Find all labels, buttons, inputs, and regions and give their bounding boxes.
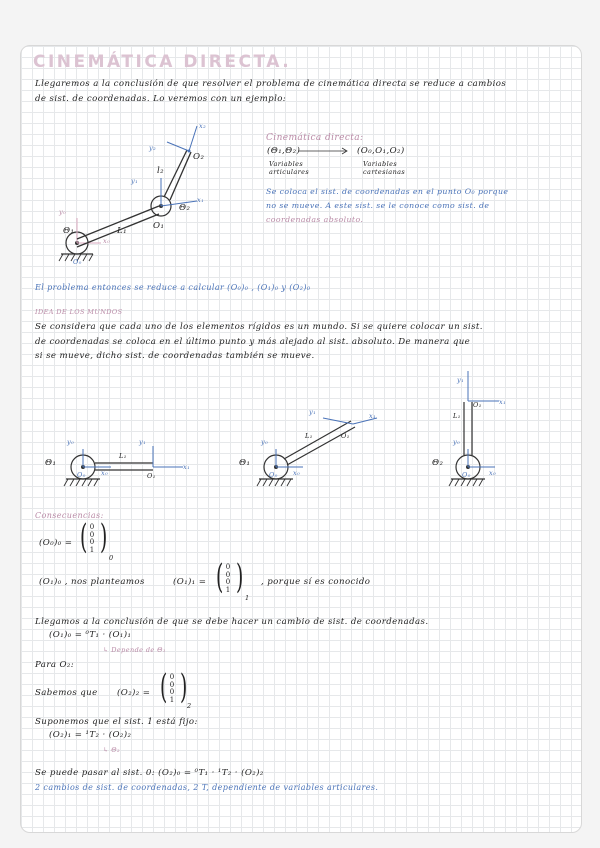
- w2-x0: x₀: [293, 469, 301, 477]
- y0-label: y₀: [59, 208, 67, 216]
- w3-x1: x₁: [499, 398, 507, 406]
- w3-l1: L₁: [453, 412, 461, 420]
- conclusion-eq: (O₁)₀ = ⁰T₁ · (O₁)₁: [49, 630, 132, 640]
- w2-l1: L₁: [305, 432, 313, 440]
- note-sheet: CINEMÁTICA DIRECTA. Llegaremos a la conclusión de que resolver el problema de cinemática directa se reduce a cambios de sist. de coordenadas. Lo veremos con un ejemplo: Θ₁ y₀ x₀ O₀ L₁ O₁ Θ₂ x₁ y₁ l₂ O₂ y₂ x₂ Cinemática directa: (Θ₁,Θ₂) (O₀,O₁,O₂) Variables articulares Variables cartesianas Se coloca el sist. de coordenadas en el punto O₀ porque no se mueve. A este sist. se le conoce como sist. de coordenadas absoluto. El problema entonces se reduce a calcular (O₀)₀ , (O₁)₀ y (O₂)₀ IDEA DE LOS MUNDOS Se considera que cada uno de los elementos rígidos es un mundo. Si se quiere colocar un sist. de coordenadas se coloca en el último punto y más alejado al sist. absoluto. De manera que si se mueve, dicho sist. de coordenadas también se mueve. Θ₁ y₀ O₀ x₀ L₁ y₁ x₁ O₁ Θ₁ y₀ O₀ x₀ L₁ y₁ x₁ O₁ Θ₂ y₀ O₀ x₀ L₁ y₁ x₁ O₁ Consecuencias: (O₀)₀ = ( 0 0 0 1 ) 0 (O₁)₀ , nos planteamos (O₁)₁ = ( 0 0 0 1 ) 1 , porque sí es conocido Llegamos a la conclusión de que se debe hacer un cambio de sist. de coordenadas. (O₁)₀ = ⁰T₁ · (O₁)₁ ↳ Depende de Θ₁ Para O₂: Sabemos que (O₂)₂ = ( 0 0 0 1 ) 2 Suponemos que el sist. 1 está fijo: (O₂)₁ = ¹T₂ · (O₂)₂ ↳ Θ₂ Se puede pasar al sist. 0: (O₂)₀ = ⁰T₁ · ¹T₂ · (O₂)₂ 2 cambios de sist. de coordenadas, 2 T, dependiente de variables articulares.: [20, 45, 582, 833]
- w3-x0: x₀: [489, 469, 497, 477]
- l2-label: l₂: [157, 166, 164, 176]
- theta1-label: Θ₁: [63, 226, 75, 236]
- page-title: CINEMÁTICA DIRECTA.: [33, 52, 292, 72]
- cartesian-vars: (O₀,O₁,O₂): [357, 146, 405, 156]
- cart-vars-sub2: cartesianas: [363, 168, 406, 176]
- vec-o2-sub: 2: [187, 702, 192, 710]
- w2-theta: Θ₁: [239, 458, 251, 468]
- x2-label: x₂: [199, 122, 207, 130]
- y2-label: y₂: [149, 144, 157, 152]
- conclusion-line: Llegamos a la conclusión de que se debe hacer un cambio de sist. de coordenadas.: [35, 617, 429, 627]
- summary-line: 2 cambios de sist. de coordenadas, 2 T, dependiente de variables articulares.: [35, 783, 379, 792]
- intro-line-1: Llegaremos a la conclusión de que resolver el problema de cinemática directa se reduce a cambios: [35, 79, 507, 89]
- w1-o1: O₁: [147, 472, 156, 480]
- para-o2: Para O₂:: [35, 660, 75, 670]
- w1-theta: Θ₁: [45, 458, 57, 468]
- w1-y1: y₁: [139, 438, 147, 446]
- o2-label: O₂: [193, 152, 205, 162]
- x0-label: x₀: [103, 237, 111, 245]
- eq2-mid: (O₁)₁ =: [173, 577, 207, 587]
- cart-vars-sub1: Variables: [363, 160, 398, 168]
- vec-o2: 0 0 0 1: [169, 673, 175, 704]
- final-line: Se puede pasar al sist. 0: (O₂)₀ = ⁰T₁ · ¹T₂ · (O₂)₂: [35, 768, 264, 778]
- box-note-2: no se mueve. A este sist. se le conoce como sist. de: [266, 201, 490, 210]
- o1-label: O₁: [153, 221, 165, 231]
- vec-o1: 0 0 0 1: [225, 563, 231, 594]
- w1-o0: O₀: [77, 471, 86, 479]
- w1-l1: L₁: [119, 452, 127, 460]
- w2-o1: O₁: [341, 432, 350, 440]
- depends-note: ↳ Depende de Θ₁: [103, 646, 166, 654]
- w1-y0: y₀: [67, 438, 75, 446]
- w1-x1: x₁: [183, 463, 191, 471]
- theta2-note: ↳ Θ₂: [103, 746, 121, 754]
- eq-o21: (O₂)₁ = ¹T₂ · (O₂)₂: [49, 730, 132, 740]
- vec-o0: 0 0 0 1: [89, 523, 95, 554]
- w2-x1: x₁: [369, 412, 377, 420]
- intro-line-2: de sist. de coordenadas. Lo veremos con un ejemplo:: [35, 94, 287, 104]
- w3-y1: y₁: [457, 376, 465, 384]
- w3-theta: Θ₂: [432, 458, 444, 468]
- cinematica-heading: Cinemática directa:: [266, 133, 364, 143]
- w1-x0: x₀: [101, 469, 109, 477]
- box-note-1: Se coloca el sist. de coordenadas en el punto O₀ porque: [266, 187, 509, 196]
- worlds-diagrams: [21, 46, 581, 832]
- joint-vars-sub1: Variables: [269, 160, 304, 168]
- w3-y0: y₀: [453, 438, 461, 446]
- consecuencias-heading: Consecuencias:: [35, 511, 104, 520]
- joint-vars: (Θ₁,Θ₂): [267, 146, 301, 156]
- problem-line: El problema entonces se reduce a calcular (O₀)₀ , (O₁)₀ y (O₂)₀: [35, 283, 311, 292]
- idea-line-1: Se considera que cada uno de los elementos rígidos es un mundo. Si se quiere colocar un sist.: [35, 322, 483, 332]
- joint-vars-sub2: articulares: [269, 168, 310, 176]
- x1-label: x₁: [197, 196, 205, 204]
- vec-o1-sub: 1: [245, 594, 250, 602]
- w3-o0: O₀: [462, 471, 471, 479]
- box-note-3: coordenadas absoluto.: [266, 215, 364, 224]
- o0-label: O₀: [73, 258, 82, 266]
- w2-y1: y₁: [309, 408, 317, 416]
- sabemos-text: Sabemos que: [35, 688, 98, 698]
- l1-label: L₁: [117, 226, 127, 236]
- suponemos-text: Suponemos que el sist. 1 está fijo:: [35, 717, 198, 727]
- idea-line-3: si se mueve, dicho sist. de coordenadas también se mueve.: [35, 351, 315, 361]
- w2-y0: y₀: [261, 438, 269, 446]
- eq2-tail: , porque sí es conocido: [261, 577, 371, 587]
- w3-o1: O₁: [473, 401, 482, 409]
- vec-o0-sub: 0: [109, 554, 114, 562]
- w2-o0: O₀: [269, 471, 278, 479]
- idea-line-2: de coordenadas se coloca en el último punto y más alejado al sist. absoluto. De manera que: [35, 337, 471, 347]
- eq-o2: (O₂)₂ =: [117, 688, 151, 698]
- idea-heading: IDEA DE LOS MUNDOS: [35, 308, 123, 316]
- theta2-label: Θ₂: [179, 203, 191, 213]
- eq1-lhs: (O₀)₀ =: [39, 538, 73, 548]
- eq2-text: (O₁)₀ , nos planteamos: [39, 577, 145, 587]
- y1-label: y₁: [131, 177, 139, 185]
